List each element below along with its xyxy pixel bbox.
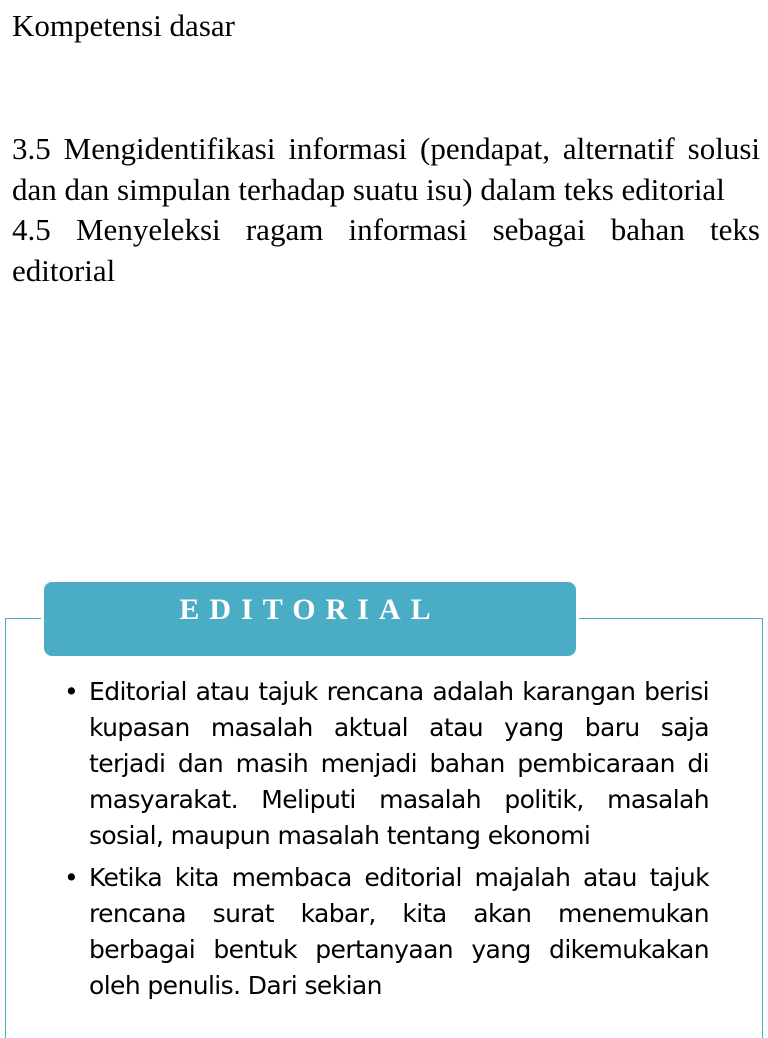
editorial-title: EDITORIAL — [179, 593, 441, 626]
kompetensi-item-3-5: 3.5 Mengidentifikasi informasi (pendapat, alternatif solusi dan dan simpulan terhadap suatu isu) dalam teks editorial — [12, 131, 760, 207]
list-item — [62, 674, 709, 854]
kompetensi-list — [12, 129, 760, 291]
editorial-banner — [44, 582, 576, 656]
bullet-text: Ketika kita membaca editorial majalah atau tajuk rencana surat kabar, kita akan menemukan berbagai bentuk pertanyaan yang dikemukakan oleh penulis. Dari sekian — [89, 863, 709, 1000]
bullet-icon: • — [64, 863, 79, 892]
bullet-text: Editorial atau tajuk rencana adalah karangan berisi kupasan masalah aktual atau yang baru saja terjadi dan masih menjadi bahan pembicaraan di masyarakat. Meliputi masalah politik, masalah sosial, maupun masalah tentang ekonomi — [89, 677, 709, 850]
kompetensi-item-4-5: 4.5 Menyeleksi ragam informasi sebagai bahan teks editorial — [12, 212, 760, 288]
editorial-bullet-list — [62, 674, 709, 1010]
list-item — [62, 860, 709, 1004]
bullet-icon: • — [64, 677, 79, 706]
page-title: Kompetensi dasar — [12, 8, 235, 43]
